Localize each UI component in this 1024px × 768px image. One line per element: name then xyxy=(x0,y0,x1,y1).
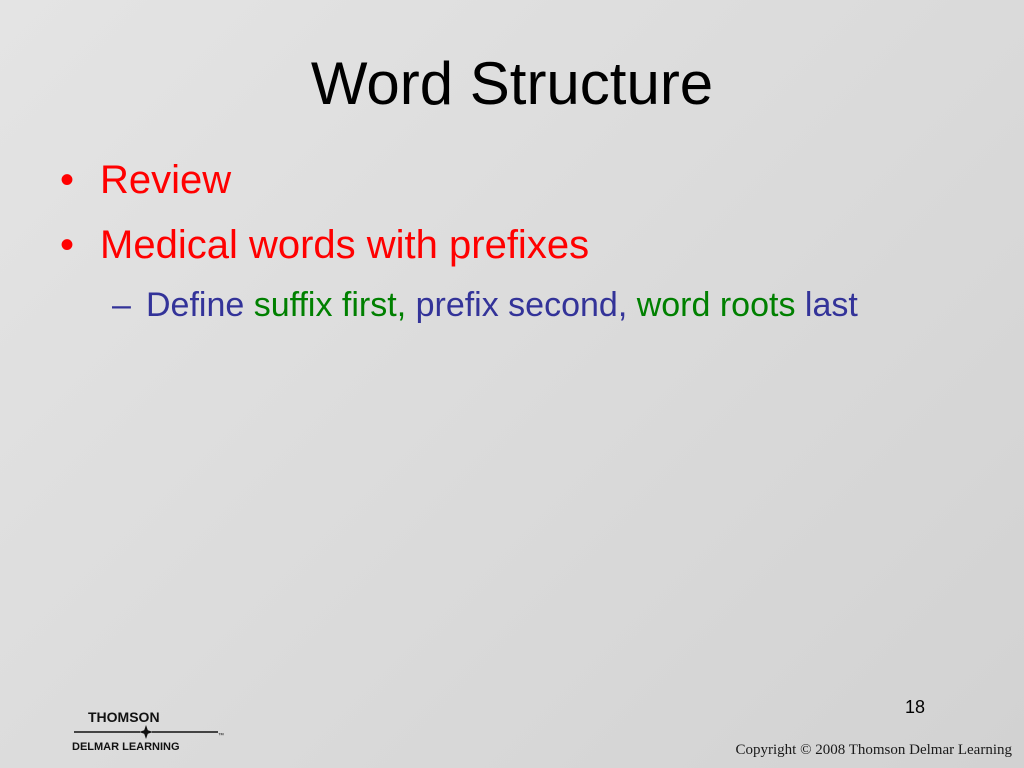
sub-bullet-marker: – xyxy=(112,286,131,324)
star-icon xyxy=(139,725,153,739)
slide-title: Word Structure xyxy=(310,50,714,117)
logo-bottom-text: DELMAR LEARNING xyxy=(72,741,180,753)
sub-text-define: Define xyxy=(146,286,254,324)
copyright-notice: Copyright © 2008 Thomson Delmar Learning xyxy=(735,742,1012,758)
sub-text-prefix-second: prefix second, xyxy=(415,286,637,324)
bullet-marker: • xyxy=(60,223,75,267)
bullet-text: Medical words with prefixes xyxy=(100,223,590,267)
bullet-text: Review xyxy=(100,158,232,202)
page-number: 18 xyxy=(904,697,926,717)
bullet-item-medical-words xyxy=(60,220,589,270)
sub-bullet-text xyxy=(146,281,932,329)
sub-text-last: last xyxy=(804,286,858,324)
bullet-item-review xyxy=(60,155,231,205)
sub-bullet-item xyxy=(112,281,932,329)
thomson-delmar-logo xyxy=(72,706,232,754)
logo-trademark: ™ xyxy=(218,733,224,739)
logo-top-text: THOMSON xyxy=(88,709,160,725)
sub-text-word-roots: word roots xyxy=(636,286,805,324)
bullet-marker: • xyxy=(60,158,75,202)
sub-text-suffix-first: suffix first, xyxy=(253,286,416,324)
